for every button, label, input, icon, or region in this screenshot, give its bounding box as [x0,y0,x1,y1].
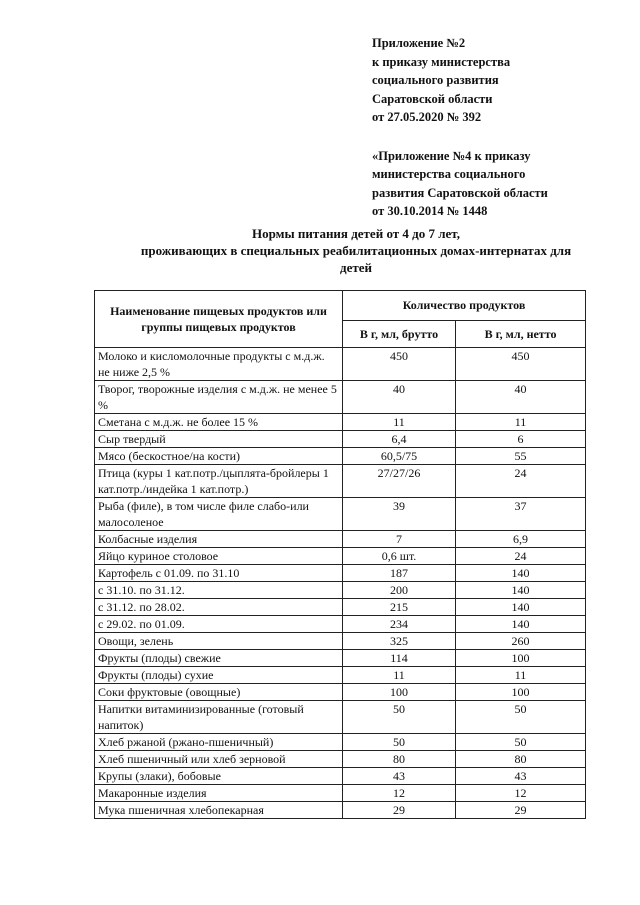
gross-value-cell: 187 [343,565,456,582]
gross-value-cell: 12 [343,785,456,802]
header-line: от 30.10.2014 № 1448 [372,204,488,218]
net-value-cell: 50 [456,734,586,751]
gross-value-cell: 11 [343,667,456,684]
gross-value-cell: 234 [343,616,456,633]
net-value-cell: 80 [456,751,586,768]
net-value-cell: 43 [456,768,586,785]
gross-value-cell: 39 [343,498,456,531]
net-value-cell: 11 [456,414,586,431]
order-header [372,34,622,221]
gross-value-cell: 50 [343,701,456,734]
net-value-cell: 55 [456,448,586,465]
product-name-cell: Овощи, зелень [95,633,343,650]
product-name-cell: с 29.02. по 01.09. [95,616,343,633]
col-header-gross: В г, мл, брутто [343,320,456,347]
gross-value-cell: 325 [343,633,456,650]
table-row [95,599,586,616]
col-header-net: В г, мл, нетто [456,320,586,347]
table-row [95,734,586,751]
product-name-cell: Картофель с 01.09. по 31.10 [95,565,343,582]
product-name-cell: Рыба (филе), в том числе филе слабо-или малосоленое [95,498,343,531]
header-line: к приказу министерства [372,54,511,69]
title-line: проживающих в специальных реабилитационных домах-интернатах для [140,243,572,258]
product-name-cell: с 31.12. по 28.02. [95,599,343,616]
header-line: Саратовской области [372,91,493,106]
product-name-cell: Фрукты (плоды) свежие [95,650,343,667]
product-name-cell: Творог, творожные изделия с м.д.ж. не менее 5 % [95,381,343,414]
gross-value-cell: 450 [343,348,456,381]
gross-value-cell: 43 [343,768,456,785]
table-row [95,548,586,565]
net-value-cell: 100 [456,650,586,667]
table-row [95,448,586,465]
product-name-cell: Сметана с м.д.ж. не более 15 % [95,414,343,431]
net-value-cell: 450 [456,348,586,381]
header-line: «Приложение №4 к приказу [372,148,531,163]
table-row [95,582,586,599]
table-body [95,348,586,819]
product-name-cell: Крупы (злаки), бобовые [95,768,343,785]
net-value-cell: 12 [456,785,586,802]
table-row [95,768,586,785]
product-name-cell: Мясо (бескостное/на кости) [95,448,343,465]
table-row [95,498,586,531]
net-value-cell: 40 [456,381,586,414]
product-name-cell: Птица (куры 1 кат.потр./цыплята-бройлеры 1 кат.потр./индейка 1 кат.потр.) [95,465,343,498]
net-value-cell: 100 [456,684,586,701]
product-name-cell: Хлеб пшеничный или хлеб зерновой [95,751,343,768]
table-row [95,348,586,381]
table-row [95,650,586,667]
gross-value-cell: 40 [343,381,456,414]
product-name-cell: Соки фруктовые (овощные) [95,684,343,701]
header-line: от 27.05.2020 № 392 [372,110,482,124]
gross-value-cell: 60,5/75 [343,448,456,465]
table-row [95,431,586,448]
table-row [95,465,586,498]
document-title [96,225,616,276]
net-value-cell: 37 [456,498,586,531]
gross-value-cell: 215 [343,599,456,616]
gross-value-cell: 100 [343,684,456,701]
table-header-row [95,291,586,321]
net-value-cell: 6 [456,431,586,448]
product-name-cell: Яйцо куриное столовое [95,548,343,565]
net-value-cell: 140 [456,582,586,599]
gross-value-cell: 80 [343,751,456,768]
gross-value-cell: 200 [343,582,456,599]
net-value-cell: 11 [456,667,586,684]
net-value-cell: 50 [456,701,586,734]
header-line: Приложение №2 [372,36,466,50]
net-value-cell: 260 [456,633,586,650]
gross-value-cell: 27/27/26 [343,465,456,498]
table-row [95,701,586,734]
product-name-cell: Макаронные изделия [95,785,343,802]
net-value-cell: 140 [456,616,586,633]
product-name-cell: Напитки витаминизированные (готовый напиток) [95,701,343,734]
table-row [95,802,586,819]
gross-value-cell: 29 [343,802,456,819]
table-row [95,751,586,768]
table-row [95,531,586,548]
gross-value-cell: 11 [343,414,456,431]
gross-value-cell: 50 [343,734,456,751]
table-row [95,684,586,701]
product-name-cell: Молоко и кисломолочные продукты с м.д.ж. не ниже 2,5 % [95,348,343,381]
gross-value-cell: 7 [343,531,456,548]
table-row [95,381,586,414]
header-line: социального развития [372,73,499,87]
table-row [95,667,586,684]
net-value-cell: 6,9 [456,531,586,548]
product-name-cell: Мука пшеничная хлебопекарная [95,802,343,819]
table-row [95,414,586,431]
net-value-cell: 29 [456,802,586,819]
product-name-cell: Колбасные изделия [95,531,343,548]
product-name-cell: Фрукты (плоды) сухие [95,667,343,684]
col-header-quantity: Количество продуктов [343,291,586,321]
net-value-cell: 24 [456,548,586,565]
col-header-name: Наименование пищевых продуктов или группы пищевых продуктов [95,291,343,348]
product-name-cell: Сыр твердый [95,431,343,448]
title-line: Нормы питания детей от 4 до 7 лет, [252,226,460,241]
table-row [95,565,586,582]
title-line: детей [340,260,372,275]
header-line: министерства социального [372,167,526,181]
table-row [95,633,586,650]
table-row [95,785,586,802]
gross-value-cell: 0,6 шт. [343,548,456,565]
nutrition-norms-table [94,290,586,819]
net-value-cell: 24 [456,465,586,498]
table-row [95,616,586,633]
net-value-cell: 140 [456,565,586,582]
product-name-cell: Хлеб ржаной (ржано-пшеничный) [95,734,343,751]
product-name-cell: с 31.10. по 31.12. [95,582,343,599]
gross-value-cell: 6,4 [343,431,456,448]
header-line: развития Саратовской области [372,185,548,200]
net-value-cell: 140 [456,599,586,616]
gross-value-cell: 114 [343,650,456,667]
